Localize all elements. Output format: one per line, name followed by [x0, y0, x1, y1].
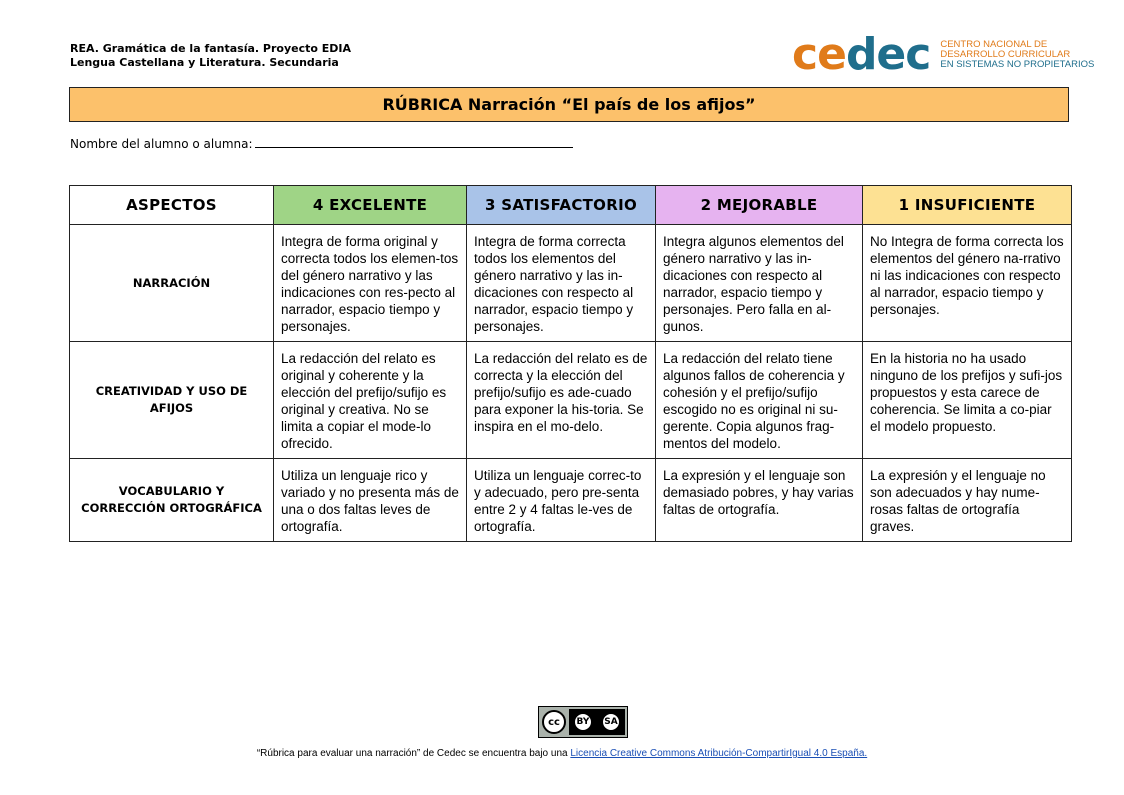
rubric-title: RÚBRICA Narración “El país de los afijos”: [69, 87, 1069, 122]
cell-vocabulario-mejorable: La expresión y el lenguaje son demasiado pobres, y hay varias faltas de ortografía.: [656, 459, 863, 542]
cedec-logo-subtitle: CENTRO NACIONAL DE DESARROLLO CURRICULAR EN SISTEMAS NO PROPIETARIOS: [940, 39, 1095, 70]
cell-vocabulario-excelente: Utiliza un lenguaje rico y variado y no presenta más de una o dos faltas leves de ortografía.: [274, 459, 467, 542]
table-row: [70, 225, 1072, 342]
cell-narracion-excelente: Integra de forma original y correcta todos los elemen-tos del género narrativo y las indicaciones con res-pecto al narrador, espacio tiempo y personajes.: [274, 225, 467, 342]
cc-license-badge[interactable]: [538, 706, 628, 738]
student-name-blank-line: [255, 136, 573, 148]
header-line-1: REA. Gramática de la fantasía. Proyecto EDIA: [70, 42, 352, 55]
student-name-field: [70, 136, 573, 151]
cedec-logo: [792, 29, 1095, 80]
footer-text: “Rúbrica para evaluar una narración” de Cedec se encuentra bajo una: [256, 748, 571, 759]
aspect-vocabulario: VOCABULARIO Y CORRECCIÓN ORTOGRÁFICA: [70, 459, 274, 542]
header-line-2: Lengua Castellana y Literatura. Secundaria: [70, 56, 339, 69]
cell-vocabulario-insuficiente: La expresión y el lenguaje no son adecuados y hay nume-rosas faltas de ortografía graves.: [863, 459, 1072, 542]
header-mejorable: 2 MEJORABLE: [656, 186, 863, 225]
student-name-label: Nombre del alumno o alumna:: [70, 137, 253, 151]
cell-creatividad-satisfactorio: La redacción del relato es de correcta y la elección del prefijo/sufijo es ade-cuado para exponer la his-toria. Se inspira en el mo-delo.: [467, 342, 656, 459]
cell-creatividad-excelente: La redacción del relato es original y coherente y la elección del prefijo/sufijo es original y creativa. No se limita a copiar el mode-lo ofrecido.: [274, 342, 467, 459]
license-footer: [0, 748, 1124, 759]
rubric-header-row: [70, 186, 1072, 225]
header-aspectos: ASPECTOS: [70, 186, 274, 225]
document-header: [70, 42, 351, 70]
header-satisfactorio: 3 SATISFACTORIO: [467, 186, 656, 225]
aspect-creatividad: CREATIVIDAD Y USO DE AFIJOS: [70, 342, 274, 459]
cell-creatividad-insuficiente: En la historia no ha usado ninguno de los prefijos y sufi-jos propuestos y esta carece de coherencia. Se limita a co-piar el modelo propuesto.: [863, 342, 1072, 459]
cc-icon: cc: [542, 710, 566, 734]
by-attribution-icon: BY: [574, 713, 592, 731]
cell-creatividad-mejorable: La redacción del relato tiene algunos fallos de coherencia y cohesión y el prefijo/sufijo escogido no es original ni su-gerente. Copia algunos frag-mentos del modelo.: [656, 342, 863, 459]
rubric-table: [69, 185, 1072, 542]
aspect-narracion: NARRACIÓN: [70, 225, 274, 342]
table-row: [70, 342, 1072, 459]
header-insuficiente: 1 INSUFICIENTE: [863, 186, 1072, 225]
table-row: [70, 459, 1072, 542]
cell-narracion-satisfactorio: Integra de forma correcta todos los elementos del género narrativo y las in-dicaciones con respecto al narrador, espacio tiempo y personajes.: [467, 225, 656, 342]
cell-narracion-insuficiente: No Integra de forma correcta los elementos del género na-rrativo ni las indicaciones con respecto al narrador, espacio tiempo y personajes.: [863, 225, 1072, 342]
license-link[interactable]: Licencia Creative Commons Atribución-CompartirIgual 4.0 España.: [570, 748, 868, 759]
header-excelente: 4 EXCELENTE: [274, 186, 467, 225]
sa-sharealike-icon: SA: [602, 713, 620, 731]
cell-vocabulario-satisfactorio: Utiliza un lenguaje correc-to y adecuado, pero pre-senta entre 2 y 4 faltas le-ves de ortografía.: [467, 459, 656, 542]
cedec-logo-word: cedec: [792, 29, 931, 80]
cell-narracion-mejorable: Integra algunos elementos del género narrativo y las in-dicaciones con respecto al narrador, espacio tiempo y personajes. Pero falla en al-gunos.: [656, 225, 863, 342]
